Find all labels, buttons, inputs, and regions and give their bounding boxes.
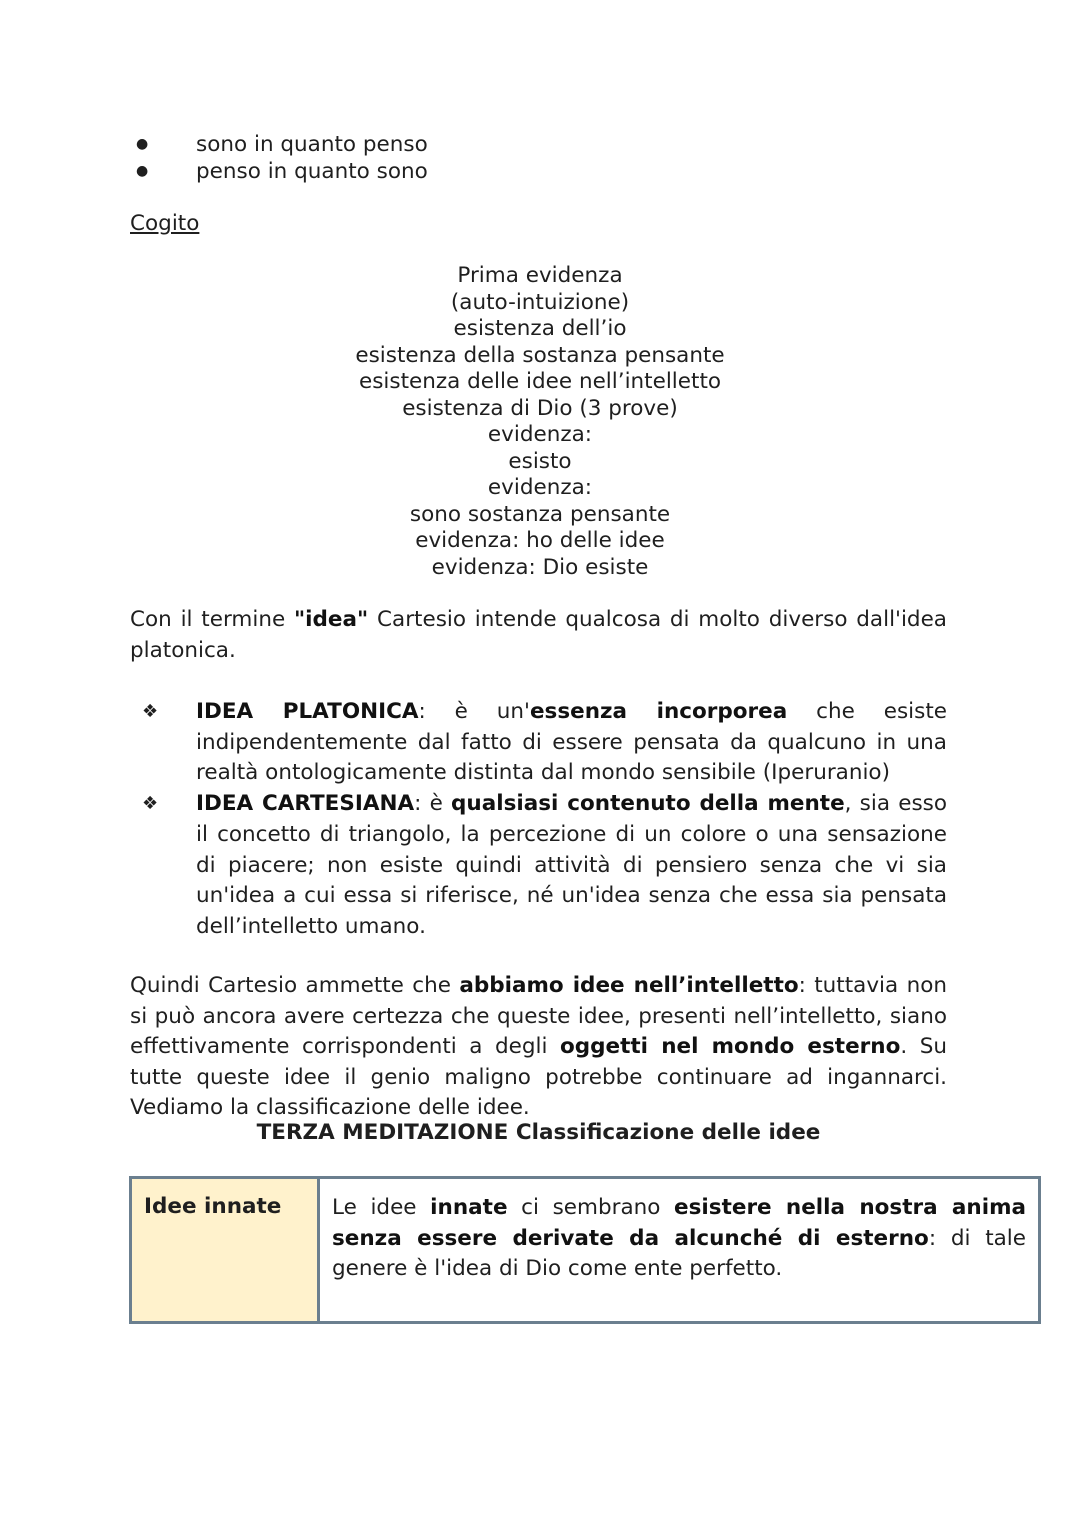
cogito-chain <box>290 263 790 581</box>
bullet-item: ● sono in quanto penso <box>130 131 450 158</box>
chain-line: (auto-intuizione) <box>450 289 630 315</box>
meditation-heading: TERZA MEDITAZIONE Classificazione delle idee <box>256 1120 821 1145</box>
chain-line: evidenza: ho delle idee <box>415 528 665 553</box>
chain-line: evidenza: Dio esiste <box>431 554 649 580</box>
ideas-classification-table <box>129 1176 1041 1324</box>
bullet-list <box>130 131 450 185</box>
chain-line: evidenza: <box>487 422 593 447</box>
chain-line: esisto <box>508 448 572 474</box>
table-description-cell: Le idee innate ci sembrano esistere nella nostra anima senza essere derivate da alcunché di esterno: di tale genere è l'idea di Dio come ente perfetto. <box>332 1195 1026 1281</box>
conclusion-paragraph: Quindi Cartesio ammette che abbiamo idee nell’intelletto: tuttavia non si può ancora avere certezza che queste idee, presenti nell’intelletto, siano effettivamente corrispondenti a degli oggetti nel mondo esterno. Su tutte queste idee il genio maligno potrebbe continuare ad ingannarci. Vediamo la classificazione delle idee. <box>130 973 947 1120</box>
diamond-bullet-icon: ❖ <box>142 701 159 722</box>
bullet-item: ● penso in quanto sono <box>130 158 450 185</box>
idea-platonica-item: ❖ IDEA PLATONICA: è un'essenza incorporea che esiste indipendentemente dal fatto di essere pensata da qualcuno in una realtà ontologicamente distinta dal mondo sensibile (Iperuranio) <box>142 699 947 786</box>
idea-cartesiana-item: ❖ IDEA CARTESIANA: è qualsiasi contenuto della mente, sia esso il concetto di triangolo, la percezione di un colore o una sensazione di piacere; non esiste quindi attività di pensiero senza che vi sia un'idea a cui essa si riferisce, né un'idea senza che essa sia pensata dell’intelletto umano. <box>142 791 948 939</box>
chain-line: esistenza delle idee nell’intelletto <box>358 369 722 394</box>
chain-line: esistenza di Dio (3 prove) <box>402 395 678 421</box>
chain-line: Prima evidenza <box>457 263 623 288</box>
intro-paragraph: Con il termine "idea" Cartesio intende qualcosa di molto diverso dall'idea platonica. <box>130 607 947 663</box>
table-label-cell: Idee innate <box>132 1179 320 1321</box>
chain-line: esistenza della sostanza pensante <box>355 342 725 368</box>
chain-line: esistenza dell’io <box>453 316 627 341</box>
idea-definitions <box>130 697 947 943</box>
diamond-bullet-icon: ❖ <box>142 793 159 815</box>
cogito-heading: Cogito <box>130 211 200 236</box>
chain-line: sono sostanza pensante <box>409 501 671 527</box>
chain-line: evidenza: <box>487 475 593 500</box>
